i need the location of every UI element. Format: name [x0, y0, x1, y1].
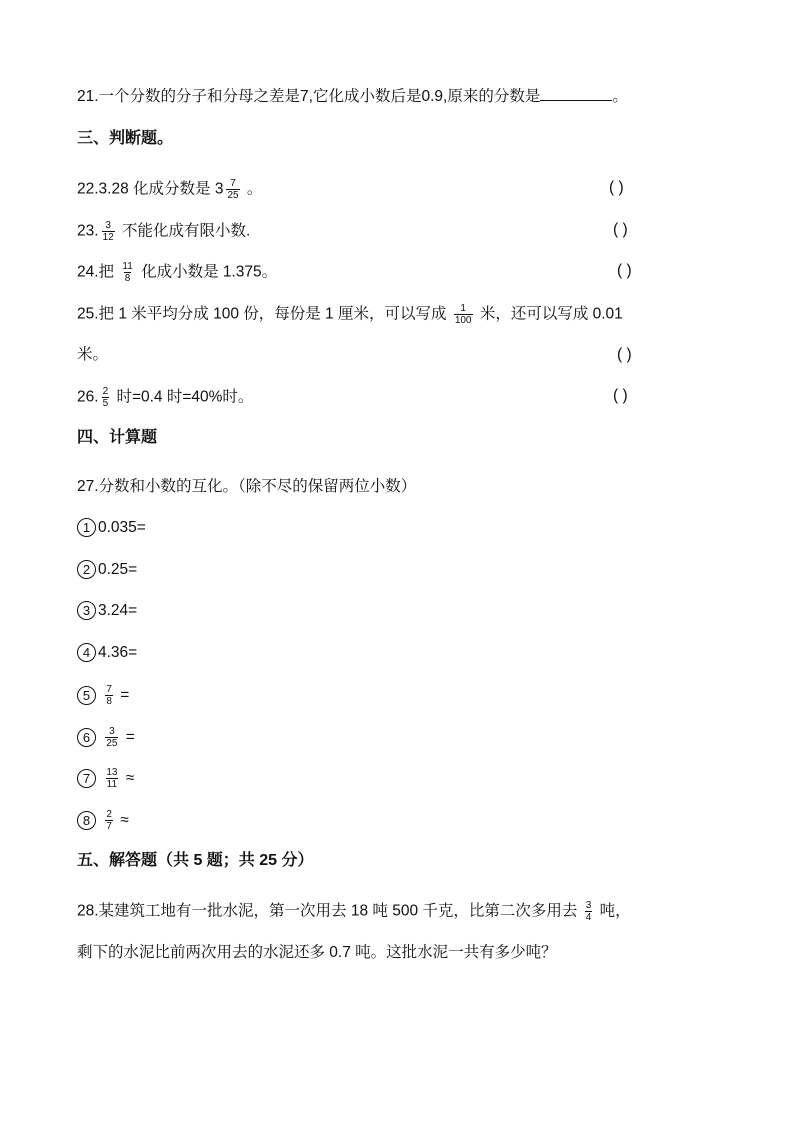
circled-number: 5: [77, 686, 96, 705]
fraction: [585, 900, 593, 923]
question-21-end: 。: [612, 88, 628, 105]
fraction: [105, 809, 113, 832]
item-text: 4.36=: [98, 644, 138, 661]
list-item: [77, 809, 129, 832]
question-25-tail: 米，还可以写成 0.01: [479, 305, 623, 323]
fraction: [102, 220, 115, 243]
denominator: 5: [102, 398, 109, 409]
question-22-tail: 。: [246, 180, 263, 198]
question-28-text: 28.某建筑工地有一批水泥，第一次用去 18 吨 500 千克，比第二次多用去: [77, 902, 578, 920]
question-24-tail: 化成小数是 1.375。: [141, 263, 278, 281]
list-item: [77, 726, 135, 749]
item-text: 3.24=: [98, 602, 138, 619]
answer-parentheses[interactable]: ( ): [613, 387, 628, 404]
question-22: [77, 178, 262, 201]
section-5-heading: 五、解答题（共 5 题；共 25 分）: [77, 852, 314, 869]
answer-parentheses[interactable]: ( ): [617, 262, 632, 279]
circled-number: 4: [77, 643, 96, 662]
answer-parentheses[interactable]: ( ): [617, 346, 632, 363]
operator: ≈: [120, 811, 129, 829]
question-28-line2: 剩下的水泥比前两次用去的水泥还多 0.7 吨。这批水泥一共有多少吨？: [77, 944, 557, 961]
circled-number: 1: [77, 518, 96, 537]
section-4-heading: 四、计算题: [77, 429, 158, 446]
circled-number: 2: [77, 560, 96, 579]
circled-number: 7: [77, 769, 96, 788]
denominator: 25: [227, 190, 239, 201]
numerator: 1: [460, 303, 466, 314]
answer-parentheses[interactable]: ( ): [609, 179, 624, 196]
denominator: 4: [585, 912, 592, 923]
question-23: [77, 220, 250, 243]
question-27-title: 27.分数和小数的互化。（除不尽的保留两位小数）: [77, 478, 417, 495]
list-item: [77, 560, 137, 580]
circled-number: 6: [77, 728, 96, 747]
numerator: 13: [106, 767, 118, 778]
list-item: [77, 518, 146, 538]
question-26-number: 26.: [77, 388, 99, 406]
numerator: 3: [105, 220, 111, 231]
fraction: [105, 726, 118, 749]
list-item: [77, 643, 137, 663]
question-22-text: 22.3.28 化成分数是: [77, 180, 211, 198]
denominator: 8: [106, 696, 112, 707]
mixed-number-whole: 3: [214, 180, 224, 198]
question-23-number: 23.: [77, 222, 99, 240]
section-3-heading: 三、判断题。: [77, 130, 174, 147]
denominator: 8: [124, 273, 131, 284]
question-24-text: 24.把: [77, 263, 115, 281]
numerator: 2: [106, 809, 112, 820]
question-28: [77, 900, 631, 923]
numerator: 2: [102, 386, 109, 397]
item-text: 0.25=: [98, 561, 138, 578]
denominator: 100: [454, 315, 472, 326]
fraction: [105, 767, 118, 790]
numerator: 7: [230, 178, 236, 189]
operator: =: [120, 686, 130, 704]
list-item: [77, 767, 134, 790]
operator: ≈: [125, 769, 135, 787]
denominator: 11: [106, 779, 118, 790]
question-25-line2: 米。: [77, 346, 109, 363]
question-21-text: 21.一个分数的分子和分母之差是7,它化成小数后是0.9,原来的分数是: [77, 88, 541, 105]
operator: =: [125, 728, 135, 746]
answer-blank[interactable]: [540, 86, 612, 101]
numerator: 7: [106, 684, 112, 695]
question-25: [77, 303, 623, 326]
question-28-tail: 吨，: [599, 902, 631, 920]
fraction: [102, 386, 110, 409]
list-item: [77, 684, 129, 707]
circled-number: 3: [77, 601, 96, 620]
fraction: [454, 303, 473, 326]
question-26: [77, 386, 253, 409]
denominator: 25: [106, 738, 118, 749]
question-25-text: 25.把 1 米平均分成 100 份，每份是 1 厘米，可以写成: [77, 305, 447, 323]
list-item: [77, 601, 137, 621]
item-text: 0.035=: [98, 519, 146, 536]
numerator: 3: [585, 900, 592, 911]
fraction: [226, 178, 239, 201]
numerator: 11: [122, 261, 133, 272]
question-26-text: 时=0.4 时=40%时。: [116, 388, 254, 406]
numerator: 3: [109, 726, 115, 737]
denominator: 7: [106, 821, 112, 832]
question-21: [77, 86, 628, 107]
denominator: 12: [102, 232, 114, 243]
question-24: [77, 261, 277, 284]
answer-parentheses[interactable]: ( ): [613, 221, 628, 238]
fraction: [105, 684, 113, 707]
question-23-text: 不能化成有限小数.: [122, 222, 251, 240]
circled-number: 8: [77, 811, 96, 830]
fraction: [121, 261, 133, 284]
